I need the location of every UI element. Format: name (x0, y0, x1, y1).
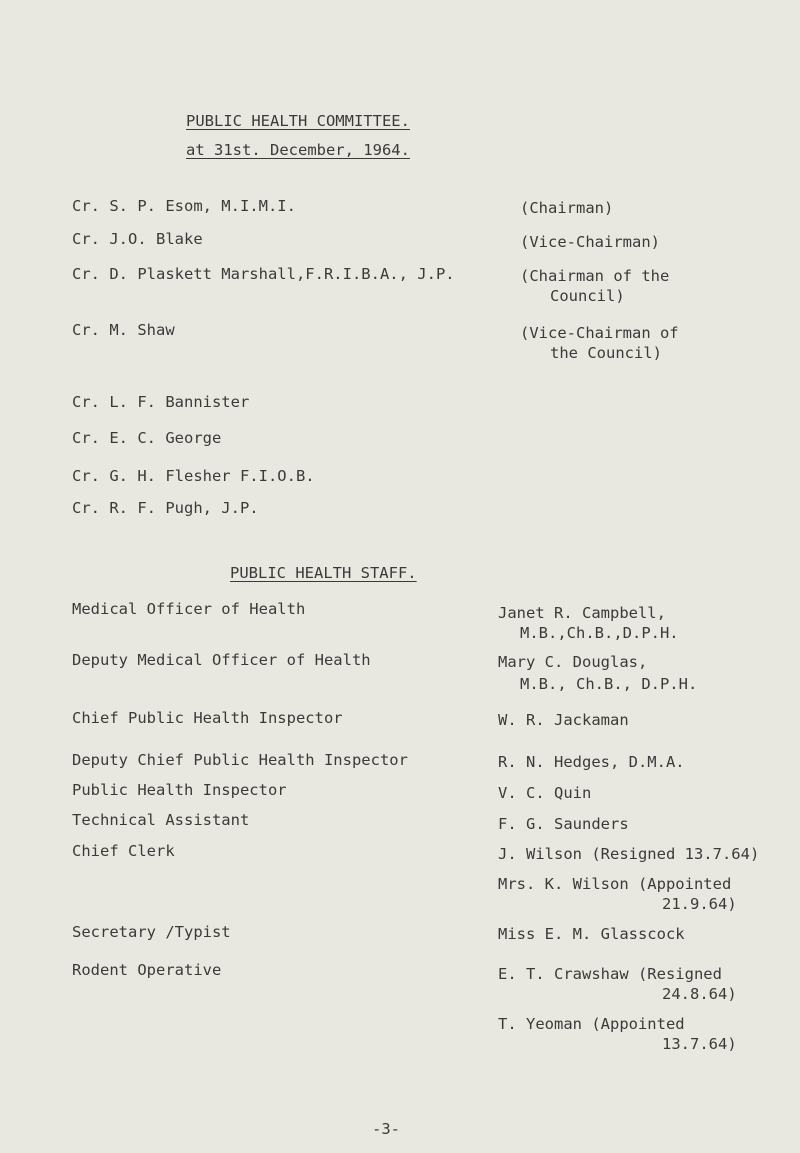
staff-position: Chief Public Health Inspector (72, 709, 343, 727)
member-role-cont: the Council) (550, 344, 662, 362)
staff-position: Deputy Chief Public Health Inspector (72, 751, 408, 769)
staff-holder: R. N. Hedges, D.M.A. (498, 753, 685, 771)
staff-holder: F. G. Saunders (498, 815, 629, 833)
member-name: Cr. S. P. Esom, M.I.M.I. (72, 197, 296, 215)
staff-position: Medical Officer of Health (72, 600, 306, 618)
staff-holder: W. R. Jackaman (498, 711, 629, 729)
member-role: (Chairman) (520, 199, 614, 217)
staff-title: PUBLIC HEALTH STAFF. (230, 564, 417, 582)
member-role-cont: Council) (550, 287, 625, 305)
staff-holder-cont: 24.8.64) (662, 985, 737, 1003)
staff-holder-cont: 13.7.64) (662, 1035, 737, 1053)
staff-position: Technical Assistant (72, 811, 250, 829)
staff-holder: Miss E. M. Glasscock (498, 925, 685, 943)
member-name: Cr. M. Shaw (72, 321, 175, 339)
member-name: Cr. G. H. Flesher F.I.O.B. (72, 467, 315, 485)
member-name: Cr. D. Plaskett Marshall,F.R.I.B.A., J.P. (72, 265, 455, 283)
staff-holder-cont: M.B.,Ch.B.,D.P.H. (520, 624, 679, 642)
staff-holder: J. Wilson (Resigned 13.7.64) (498, 845, 760, 863)
member-name: Cr. J.O. Blake (72, 230, 203, 248)
member-name: Cr. E. C. George (72, 429, 222, 447)
page-number: -3- (372, 1120, 400, 1138)
staff-holder: V. C. Quin (498, 784, 592, 802)
staff-position: Deputy Medical Officer of Health (72, 651, 371, 669)
member-role: (Chairman of the (520, 267, 670, 285)
staff-holder-cont: M.B., Ch.B., D.P.H. (520, 675, 698, 693)
member-role: (Vice-Chairman of (520, 324, 679, 342)
member-name: Cr. L. F. Bannister (72, 393, 250, 411)
member-name: Cr. R. F. Pugh, J.P. (72, 499, 259, 517)
staff-holder: Mrs. K. Wilson (Appointed (498, 875, 732, 893)
staff-holder: Mary C. Douglas, (498, 653, 648, 671)
committee-title: PUBLIC HEALTH COMMITTEE. (186, 112, 410, 130)
staff-holder-cont: 21.9.64) (662, 895, 737, 913)
committee-date: at 31st. December, 1964. (186, 141, 410, 159)
staff-position: Secretary /Typist (72, 923, 231, 941)
staff-holder: T. Yeoman (Appointed (498, 1015, 685, 1033)
staff-holder: Janet R. Campbell, (498, 604, 666, 622)
staff-holder: E. T. Crawshaw (Resigned (498, 965, 722, 983)
staff-position: Rodent Operative (72, 961, 222, 979)
staff-position: Chief Clerk (72, 842, 175, 860)
member-role: (Vice-Chairman) (520, 233, 660, 251)
staff-position: Public Health Inspector (72, 781, 287, 799)
